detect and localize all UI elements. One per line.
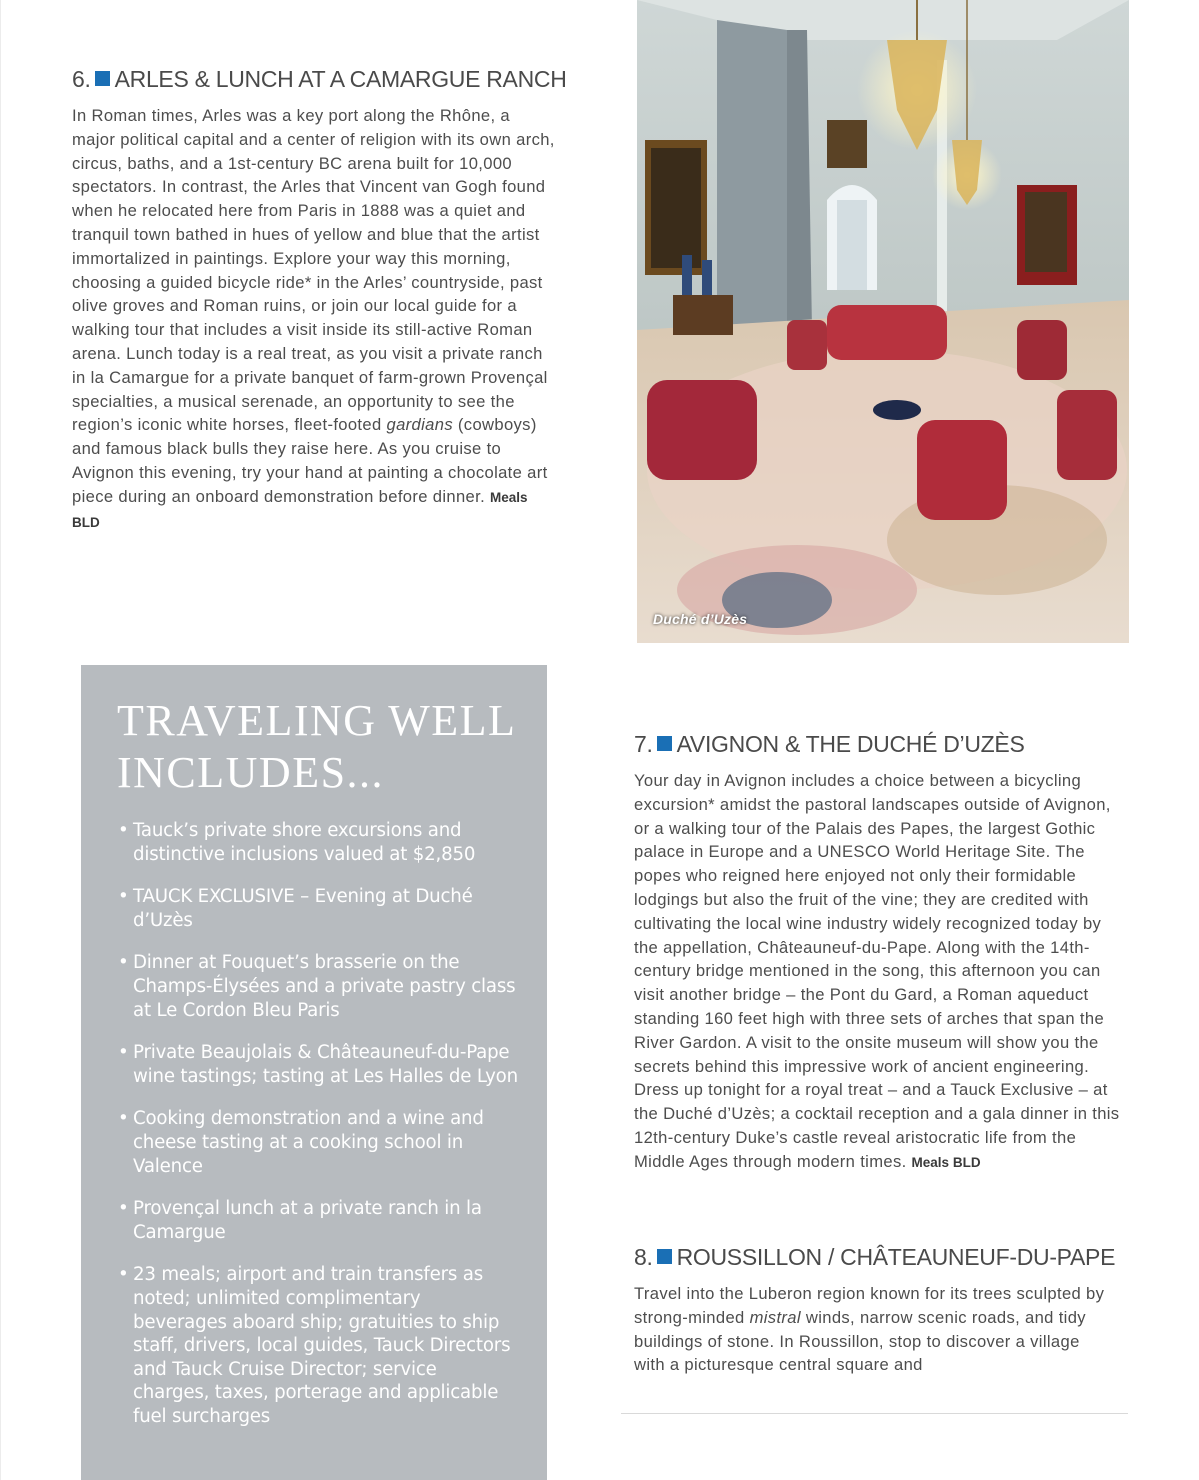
sidebar-title-line: INCLUDES... <box>117 748 385 797</box>
bullet-icon: • <box>118 820 129 841</box>
bullet-icon: • <box>118 1198 129 1220</box>
includes-item <box>118 1041 518 1088</box>
includes-item <box>118 819 518 866</box>
day8-number: 8. <box>634 1244 653 1270</box>
day7-heading <box>634 731 1025 758</box>
photo-caption: Duché d’Uzès <box>653 611 748 627</box>
includes-item-text: 23 meals; airport and train transfers as noted; unlimited complimentary beverages aboard ship; gratuities to ship staff, drivers, local guides, Tauck Directors and Tauck Cruise Director; service charges, taxes, porterage and applicable fuel surcharges <box>133 1264 511 1427</box>
blue-square-icon <box>657 736 672 751</box>
bullet-icon: • <box>118 1042 129 1064</box>
duche-uzes-photo <box>637 0 1129 643</box>
day6-number: 6. <box>72 66 91 92</box>
day7-text-part: Your day in Avignon includes a choice between a bicycling excursion* amidst the pastoral landscapes outside of Avignon, or a walking tour of the Palais des Papes, the largest Gothic palace in Europe and a UNESCO World Heritage Site. The popes who reigned here enjoyed not only their formidable lodgings but also the fruit of the vine; they are credited with cultivating the local wine industry widely recognized today by the appellation, Châteauneuf-du-Pape. Along with the 14th-century bridge mentioned in the song, this afternoon you can visit another bridge – the Pont du Gard, a Roman aqueduct standing 160 feet high with three sets of arches that span the River Gardon. A visit to the onsite museum will show you the secrets behind this impressive work of ancient engineering. Dress up tonight for a royal treat – and a Tauck Exclusive – at the Duché d’Uzès; a cocktail reception and a gala dinner in this 12th-century Duke’s castle reveal aristocratic life from the Middle Ages through modern times. <box>634 771 1120 1171</box>
page-edge <box>0 0 1 1480</box>
divider <box>621 1413 1128 1414</box>
day6-text-part: In Roman times, Arles was a key port along the Rhône, a major political capital and a center of religion with its own arch, circus, baths, and a 1st-century BC arena built for 10,000 spectators. In contrast, the Arles that Vincent van Gogh found when he relocated here from Paris in 1888 was a quiet and tranquil town bathed in hues of yellow and blue that the artist immortalized in paintings. Explore your way this morning, choosing a guided bicycle ride* in the Arles’ countryside, past olive groves and Roman ruins, or join our local guide for a walking tour that includes a visit inside its still-active Roman arena. Lunch today is a real treat, as you visit a private ranch in la Camargue for a private banquet of farm-grown Provençal specialties, a musical serenade, an opportunity to see the region’s iconic white horses, fleet-footed <box>72 106 555 435</box>
includes-item-text: TAUCK EXCLUSIVE – Evening at Duché d’Uzès <box>133 886 473 931</box>
day8-text-part: Travel into the Luberon region known for its trees sculpted by strong-minded <box>634 1284 1105 1327</box>
includes-item-text: Tauck’s private shore excursions and distinctive inclusions valued at $2,850 <box>133 820 476 865</box>
day6-heading <box>72 66 567 93</box>
includes-item <box>118 1107 518 1178</box>
includes-sidebar <box>81 665 547 1480</box>
day7-description <box>634 769 1126 1175</box>
includes-item <box>118 1263 518 1428</box>
blue-square-icon <box>95 71 110 86</box>
day8-description <box>634 1282 1114 1377</box>
includes-item <box>118 1197 518 1244</box>
sidebar-title <box>117 695 517 799</box>
day8-heading <box>634 1244 1115 1271</box>
includes-item-text: Private Beaujolais & Châteauneuf-du-Pape wine tastings; tasting at Les Halles de Lyon <box>133 1042 518 1087</box>
bullet-icon: • <box>118 1264 129 1286</box>
day6-italic-term: gardians <box>386 415 453 435</box>
includes-item-text: Provençal lunch at a private ranch in la Camargue <box>133 1198 482 1243</box>
bullet-icon: • <box>118 1108 129 1130</box>
day6-description <box>72 104 558 534</box>
includes-list <box>118 819 518 1447</box>
includes-item <box>118 885 518 932</box>
day7-number: 7. <box>634 731 653 757</box>
bullet-icon: • <box>118 886 129 908</box>
day6-meals: Meals BLD <box>72 489 528 530</box>
salon-illustration <box>637 0 1129 643</box>
sidebar-title-line: TRAVELING WELL <box>117 696 517 745</box>
day6-text-part: (cowboys) and famous black bulls they raise here. As you cruise to Avignon this evening, try your hand at painting a chocolate art piece during an onboard demonstration before dinner. <box>72 415 548 506</box>
day8-title: ROUSSILLON / CHÂTEAUNEUF-DU-PAPE <box>676 1244 1116 1270</box>
includes-item <box>118 951 518 1022</box>
day7-title: AVIGNON & THE DUCHÉ D’UZÈS <box>676 731 1025 757</box>
day8-text-part: winds, narrow scenic roads, and tidy buildings of stone. In Roussillon, stop to discover a village with a picturesque central square and <box>634 1307 1086 1375</box>
day6-title: ARLES & LUNCH AT A CAMARGUE RANCH <box>114 66 567 92</box>
includes-item-text: Cooking demonstration and a wine and cheese tasting at a cooking school in Valence <box>133 1108 484 1177</box>
includes-item-text: Dinner at Fouquet’s brasserie on the Champs-Élysées and a private pastry class at Le Cordon Bleu Paris <box>133 952 516 1021</box>
day7-meals: Meals BLD <box>911 1154 981 1170</box>
bullet-icon: • <box>118 952 129 974</box>
day8-italic-term: mistral <box>749 1307 801 1327</box>
blue-square-icon <box>657 1249 672 1264</box>
